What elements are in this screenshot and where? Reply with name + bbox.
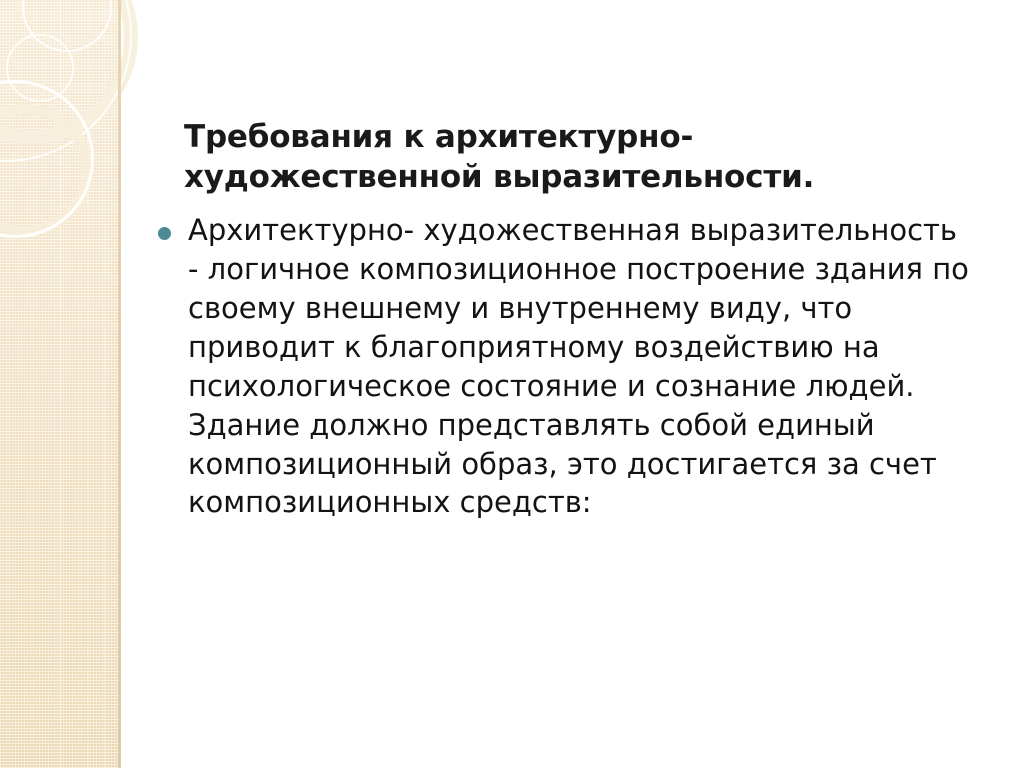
band-stripe <box>88 0 89 768</box>
decorative-side-band <box>0 0 120 768</box>
list-item <box>150 211 970 522</box>
slide-title: Требования к архитектурно-художественной выразительности. <box>184 119 815 195</box>
band-stripe <box>104 0 105 768</box>
bullet-item-text: Архитектурно- художественная выразительность - логичное композиционное построение здания по своему внешнему и внутреннему виду, что приводит к благоприятному воздействию на психологическое состояние и сознание людей. Здание должно представлять собой единый композиционный образ, это достигается за счет композиционных средств: <box>188 213 969 520</box>
side-band-edge <box>118 0 121 768</box>
decorative-ring-icon <box>22 0 112 52</box>
band-stripe <box>60 0 61 768</box>
decorative-ring-icon <box>0 80 94 238</box>
slide-content <box>150 118 970 522</box>
bullet-dot-icon <box>158 227 171 240</box>
decorative-ring-icon <box>0 104 92 236</box>
decorative-ring-icon <box>6 34 74 102</box>
decorative-ring-icon <box>0 0 132 162</box>
bullet-list <box>150 211 970 522</box>
